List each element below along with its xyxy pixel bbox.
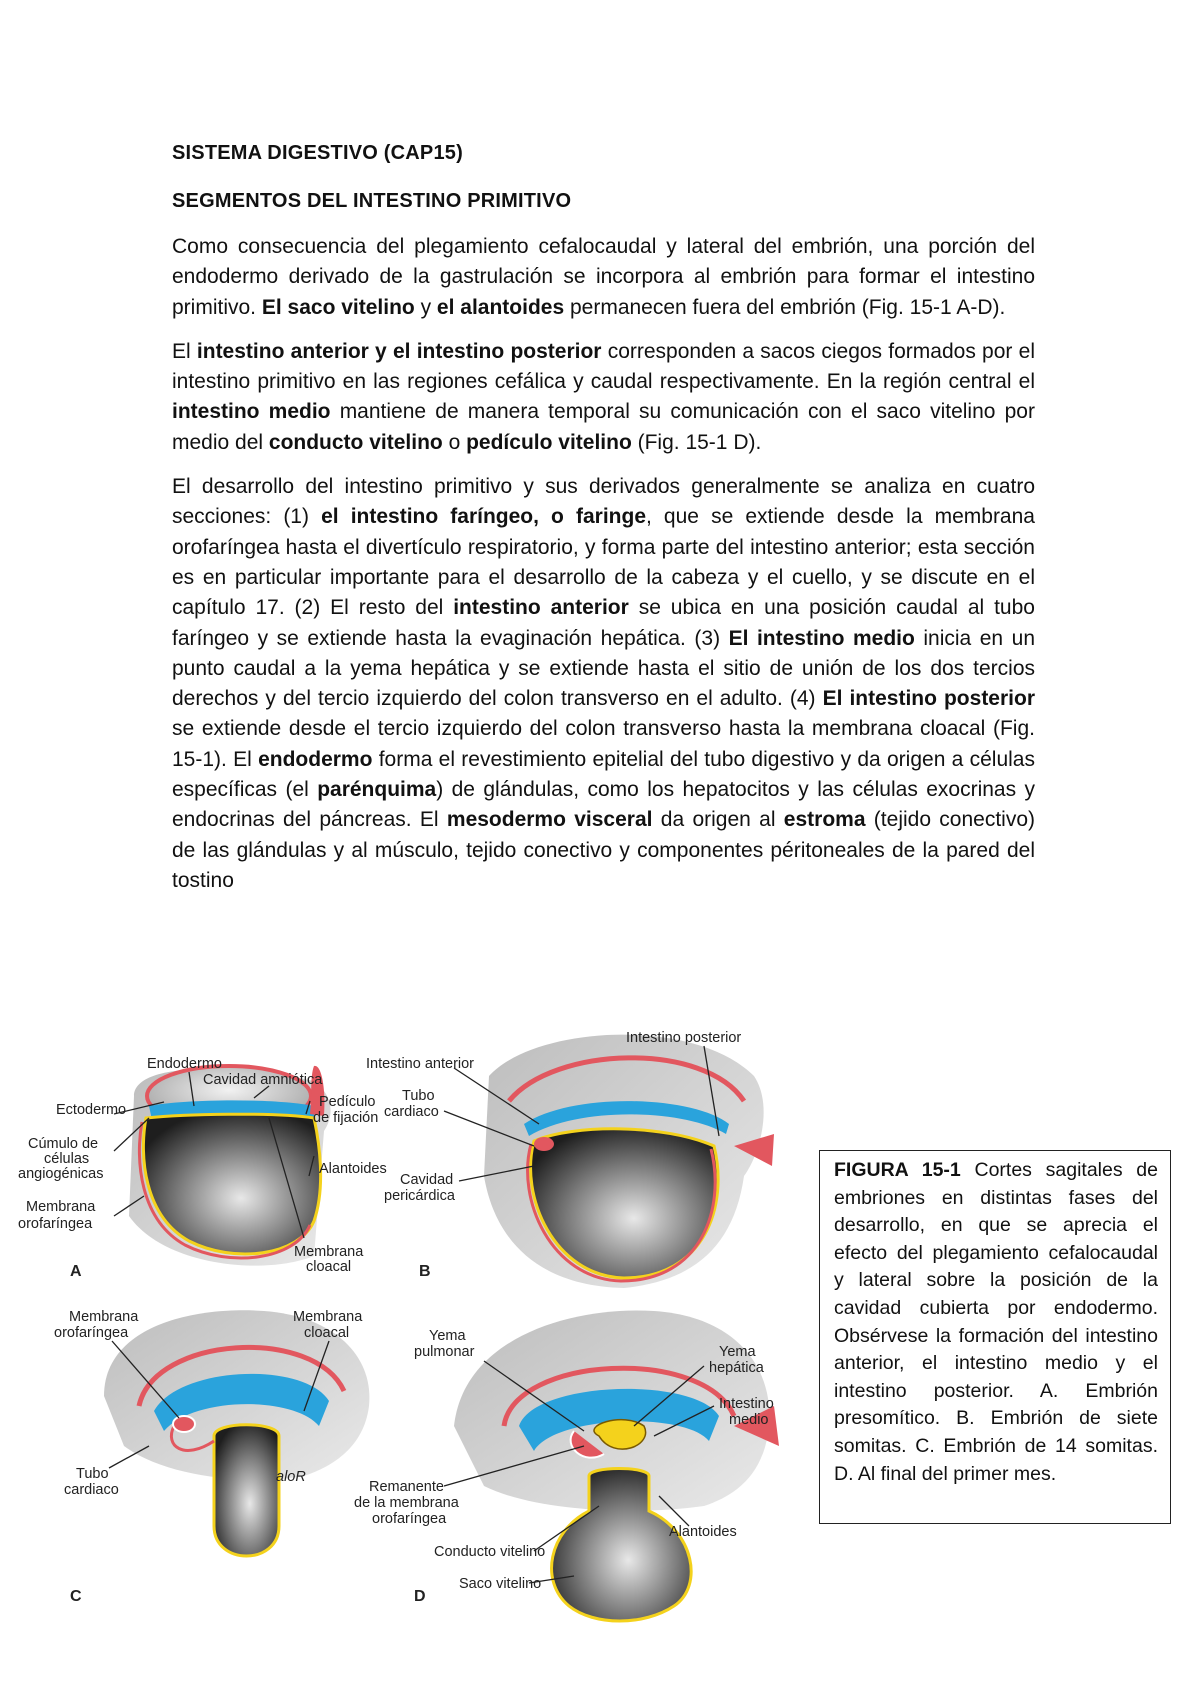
figure-label: FIGURA 15-1 bbox=[834, 1159, 961, 1181]
section-heading: SEGMENTOS DEL INTESTINO PRIMITIVO bbox=[172, 190, 572, 212]
panel-a-letter: A bbox=[70, 1263, 82, 1280]
label-hepatica-d: hepática bbox=[709, 1360, 764, 1376]
paragraph-1: Como consecuencia del plegamiento cefalocaudal y lateral del embrión, una porción del endodermo derivado de la gastrulación se incorpora al embrión para formar el intestino primitivo. El saco vitelino y el alantoides permanecen fuera del embrión (Fig. 15-1 A-D). bbox=[172, 235, 1035, 319]
label-saco-vitelino-d: Saco vitelino bbox=[459, 1576, 542, 1592]
label-alantoides-d: Alantoides bbox=[669, 1524, 737, 1540]
label-de-fijacion: de fijación bbox=[313, 1110, 379, 1126]
label-cavidad-amniotica: Cavidad amniótica bbox=[203, 1072, 323, 1088]
label-tubo-c: Tubo bbox=[76, 1466, 109, 1482]
paragraph-3: El desarrollo del intestino primitivo y sus derivados generalmente se analiza en cuatro secciones: (1) el intestino faríngeo, o faringe, que se extiende desde la membrana orofaríngea hasta el divertículo respiratorio, y forma parte del intestino anterior; esta sección es en particular importante para el desarrollo de la cabeza y el cuello, y se discute en el capítulo 17. (2) El resto del intestino anterior se ubica en una posición caudal al tubo faríngeo y se extiende hasta la evaginación hepática. (3) El intestino medio inicia en un punto caudal a la yema hepática y se extiende hasta el sitio de unión de los dos tercios derechos y del tercio izquierdo del colon transverso en el adulto. (4) El intestino posterior se extiende desde el tercio izquierdo del colon transverso hasta la membrana cloacal (Fig. 15-1). El endodermo forma el revestimiento epitelial del tubo digestivo y da origen a células específicas (el parénquima) de glándulas, como los hepatocitos y las células exocrinas y endocrinas del páncreas. El mesodermo visceral da origen al estroma (tejido conectivo) de las glándulas y al músculo, tejido conectivo y componentes péritoneales de la pared del tostino bbox=[172, 475, 1035, 892]
figure-caption-box bbox=[819, 1150, 1171, 1524]
label-de-la-membrana-d: de la membrana bbox=[354, 1495, 459, 1511]
label-orofaringea-c: orofaríngea bbox=[54, 1325, 129, 1341]
label-cardiaco-b: cardiaco bbox=[384, 1104, 439, 1120]
label-angiogenicas: angiogénicas bbox=[18, 1166, 104, 1182]
panel-d bbox=[354, 1310, 779, 1621]
label-cloacal-a: cloacal bbox=[306, 1259, 352, 1275]
document-body bbox=[172, 140, 1035, 1006]
label-yema-d1: Yema bbox=[429, 1328, 466, 1344]
label-membrana-c1: Membrana bbox=[69, 1309, 139, 1325]
label-tubo-b: Tubo bbox=[402, 1088, 435, 1104]
label-membrana-c2: Membrana bbox=[293, 1309, 363, 1325]
label-orofaringea-d: orofaríngea bbox=[372, 1511, 447, 1527]
label-medio-d: medio bbox=[729, 1412, 769, 1428]
label-pericardica-b: pericárdica bbox=[384, 1188, 455, 1204]
label-pediculo: Pedículo bbox=[319, 1094, 376, 1110]
panel-b bbox=[366, 1030, 774, 1288]
label-intestino-posterior-b: Intestino posterior bbox=[626, 1030, 742, 1046]
paragraph-2: El intestino anterior y el intestino posterior corresponden a sacos ciegos formados por el intestino primitivo en las regiones cefálica y caudal respectivamente. En la región central el intestino medio mantiene de manera temporal su comunicación con el saco vitelino por medio del conducto vitelino o pedículo vitelino (Fig. 15-1 D). bbox=[172, 339, 1035, 454]
panel-d-letter: D bbox=[414, 1588, 426, 1605]
label-endodermo: Endodermo bbox=[147, 1056, 222, 1072]
figure-caption-text: Cortes sagitales de embriones en distintas fases del desarrollo, en que se aprecia el efecto del plegamiento cefalocaudal y lateral sobre la posición de la cavidad cubierta por endodermo. Obsérvese la formación del intestino anterior, el intestino medio y el intestino posterior. A. Embrión presomítico. B. Embrión de siete somitas. C. Embrión de 14 somitas. D. Al final del primer mes. bbox=[834, 1159, 1158, 1485]
label-ectodermo: Ectodermo bbox=[56, 1102, 127, 1118]
label-intestino-d: Intestino bbox=[719, 1396, 774, 1412]
label-membrana-cloacal-a: Membrana bbox=[294, 1244, 364, 1260]
label-yema-d2: Yema bbox=[719, 1344, 756, 1360]
label-celulas: células bbox=[44, 1151, 90, 1167]
label-orofaringea-a: orofaríngea bbox=[18, 1216, 93, 1232]
label-intestino-anterior-b: Intestino anterior bbox=[366, 1056, 475, 1072]
label-cumulo: Cúmulo de bbox=[28, 1136, 99, 1152]
artist-signature: aloR bbox=[276, 1469, 306, 1485]
label-cavidad-b: Cavidad bbox=[400, 1172, 454, 1188]
label-remanente-d: Remanente bbox=[369, 1479, 444, 1495]
panel-c-letter: C bbox=[70, 1588, 82, 1605]
label-cloacal-c: cloacal bbox=[304, 1325, 350, 1341]
embryo-figure bbox=[14, 1006, 814, 1636]
label-cardiaco-c: cardiaco bbox=[64, 1482, 119, 1498]
embryo-illustration bbox=[14, 1006, 814, 1636]
panel-a bbox=[18, 1056, 387, 1280]
panel-b-letter: B bbox=[419, 1263, 431, 1280]
label-conducto-vitelino-d: Conducto vitelino bbox=[434, 1544, 546, 1560]
label-pulmonar-d: pulmonar bbox=[414, 1344, 475, 1360]
panel-c bbox=[54, 1309, 369, 1605]
figure-caption bbox=[834, 1157, 1158, 1488]
label-membrana-a: Membrana bbox=[26, 1199, 96, 1215]
document-title: SISTEMA DIGESTIVO (CAP15) bbox=[172, 142, 463, 164]
label-alantoides-a: Alantoides bbox=[319, 1161, 387, 1177]
